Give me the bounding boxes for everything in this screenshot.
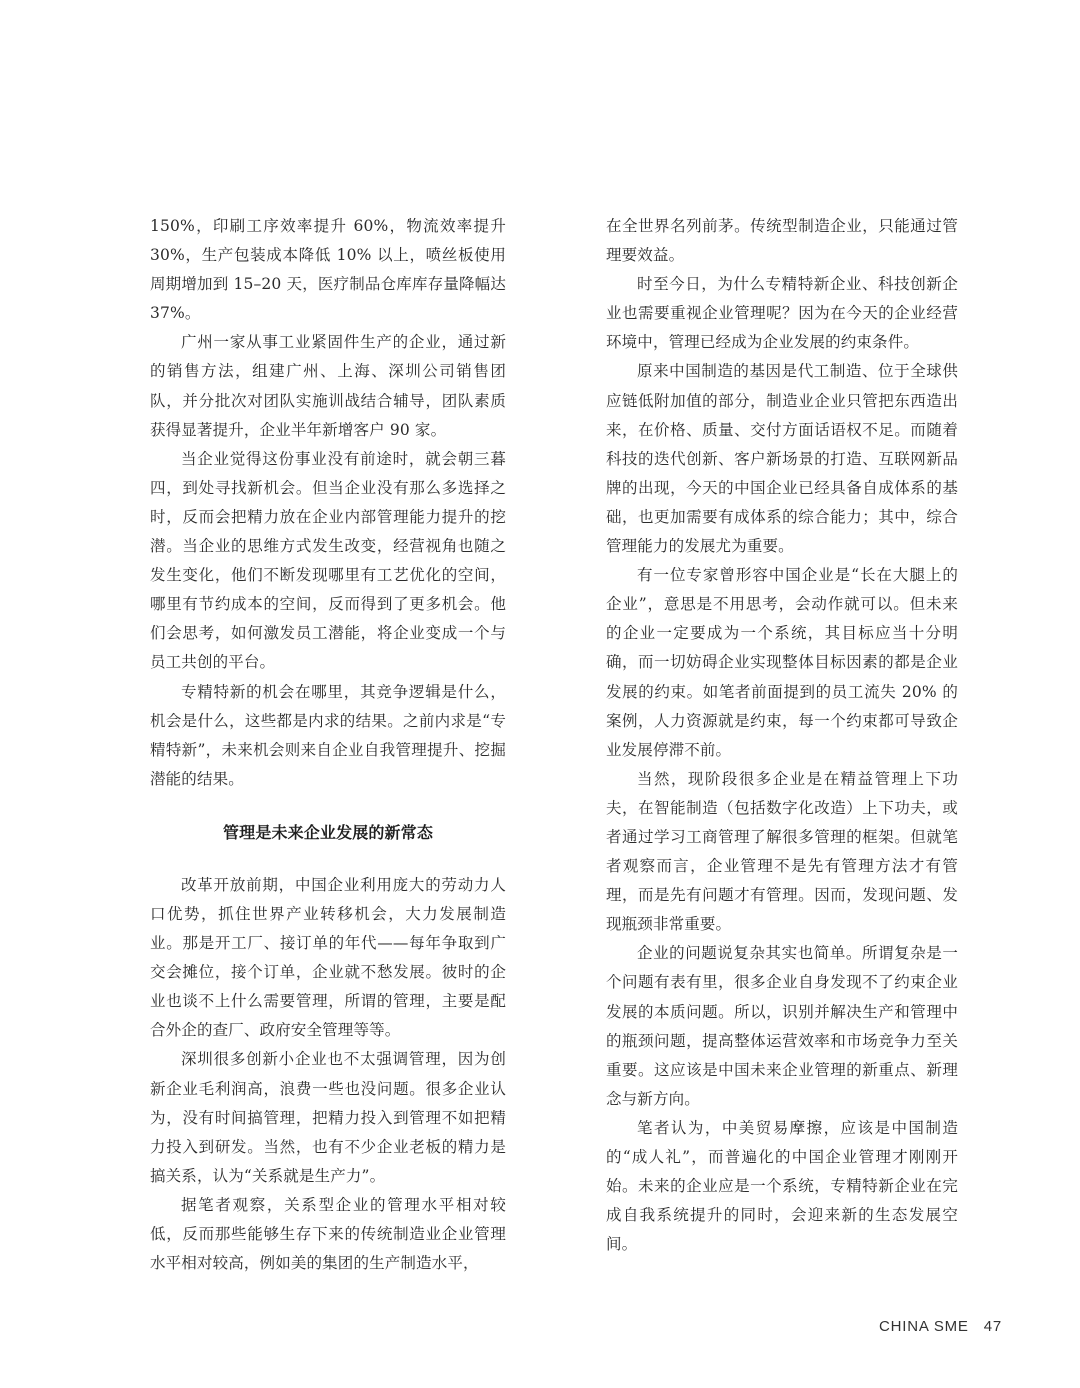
paragraph: 150%，印刷工序效率提升 60%，物流效率提升 30%，生产包装成本降低 10% 以上，喷丝板使用周期增加到 15–20 天，医疗制品仓库库存量降幅达 37%。 bbox=[150, 217, 506, 323]
paragraph: 当然，现阶段很多企业是在精益管理上下功夫，在智能制造（包括数字化改造）上下功夫，或者通过学习工商管理了解很多管理的框架。但就笔者观察而言，企业管理不是先有管理方法才有管理，而是先有问题才有管理。因而，发现问题、发现瓶颈非常重要。 bbox=[606, 769, 958, 934]
paragraph: 时至今日，为什么专精特新企业、科技创新企业也需要重视企业管理呢？因为在今天的企业经营环境中，管理已经成为企业发展的约束条件。 bbox=[606, 275, 958, 352]
paragraph: 据笔者观察，关系型企业的管理水平相对较低，反而那些能够生存下来的传统制造业企业管理水平相对较高，例如美的集团的生产制造水平， bbox=[150, 1195, 506, 1273]
section-heading: 管理是未来企业发展的新常态 bbox=[223, 822, 433, 842]
paragraph: 改革开放前期，中国企业利用庞大的劳动力人口优势，抓住世界产业转移机会，大力发展制造业。那是开工厂、接订单的年代——每年争取到广交会摊位，接个订单，企业就不愁发展。彼时的企业也谈不上什么需要管理，所谓的管理，主要是配合外企的查厂、政府安全管理等等。 bbox=[150, 875, 506, 1040]
paragraph: 广州一家从事工业紧固件生产的企业，通过新的销售方法，组建广州、上海、深圳公司销售团队，并分批次对团队实施训战结合辅导，团队素质获得显著提升，企业半年新增客户 90 家。 bbox=[150, 333, 506, 439]
paragraph: 笔者认为，中美贸易摩擦，应该是中国制造的“成人礼”，而普遍化的中国企业管理才刚刚开始。未来的企业应是一个系统，专精特新企业在完成自我系统提升的同时，会迎来新的生态发展空间。 bbox=[606, 1118, 958, 1254]
paragraph: 企业的问题说复杂其实也简单。所谓复杂是一个问题有表有里，很多企业自身发现不了约束企业发展的本质问题。所以，识别并解决生产和管理中的瓶颈问题，提高整体运营效率和市场竞争力至关重要。这应该是中国未来企业管理的新重点、新理念与新方向。 bbox=[606, 944, 958, 1108]
magazine-name: CHINA SME bbox=[879, 1318, 969, 1335]
paragraph: 专精特新的机会在哪里，其竞争逻辑是什么，机会是什么，这些都是内求的结果。之前内求是“专精特新”，未来机会则来自企业自我管理提升、挖掘潜能的结果。 bbox=[150, 682, 506, 788]
paragraph: 深圳很多创新小企业也不太强调管理，因为创新企业毛利润高，浪费一些也没问题。很多企业认为，没有时间搞管理，把精力投入到管理不如把精力投入到研发。当然，也有不少企业老板的精力是搞关系，认为“关系就是生产力”。 bbox=[150, 1050, 506, 1185]
page-footer bbox=[879, 1318, 1002, 1335]
paragraph: 在全世界名列前茅。传统型制造企业，只能通过管理要效益。 bbox=[606, 217, 958, 265]
right-column bbox=[606, 212, 958, 1259]
paragraph: 原来中国制造的基因是代工制造、位于全球供应链低附加值的部分，制造业企业只管把东西造出来，在价格、质量、交付方面话语权不足。而随着科技的迭代创新、客户新场景的打造、互联网新品牌的出现，今天的中国企业已经具备自成体系的基础，也更加需要有成体系的综合能力；其中，综合管理能力的发展尤为重要。 bbox=[606, 362, 958, 556]
paragraph: 有一位专家曾形容中国企业是“长在大腿上的企业”，意思是不用思考，会动作就可以。但未来的企业一定要成为一个系统，其目标应当十分明确，而一切妨碍企业实现整体目标因素的都是企业发展的约束。如笔者前面提到的员工流失 20% 的案例，人力资源就是约束，每一个约束都可导致企业发展停滞不前。 bbox=[606, 566, 958, 759]
paragraph: 当企业觉得这份事业没有前途时，就会朝三暮四，到处寻找新机会。但当企业没有那么多选择之时，反而会把精力放在企业内部管理能力提升的挖潜。当企业的思维方式发生改变，经营视角也随之发生变化，他们不断发现哪里有工艺优化的空间，哪里有节约成本的空间，反而得到了更多机会。他们会思考，如何激发员工潜能，将企业变成一个与员工共创的平台。 bbox=[150, 449, 506, 672]
page-number: 47 bbox=[983, 1318, 1002, 1335]
left-column bbox=[150, 212, 506, 1278]
